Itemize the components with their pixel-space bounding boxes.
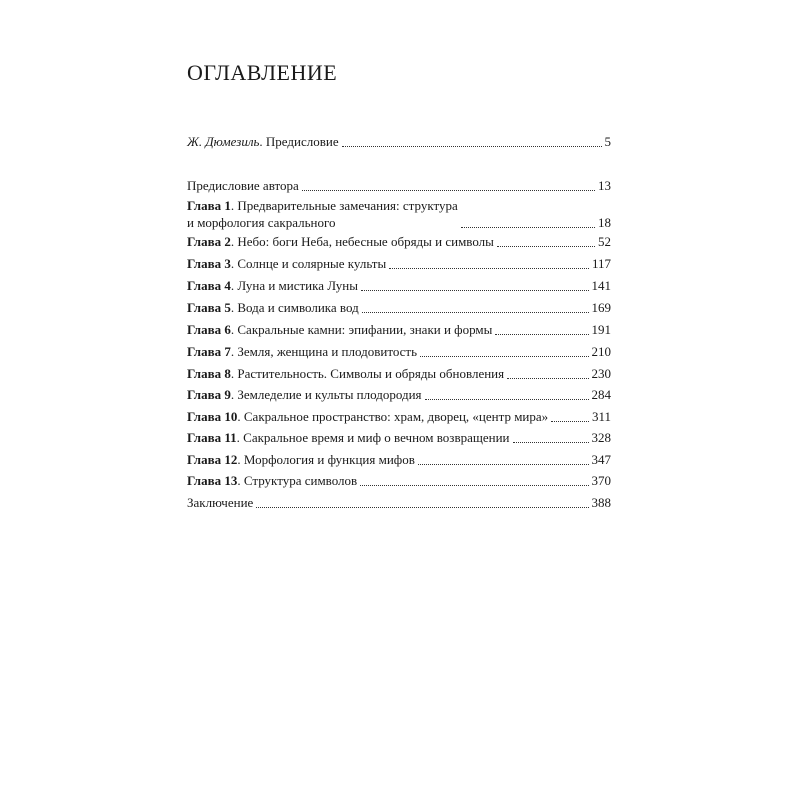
chapter-label: Глава 3 bbox=[187, 256, 231, 271]
toc-entry-author: Ж. Дюмезиль bbox=[187, 134, 260, 149]
toc-page-number: 18 bbox=[598, 215, 611, 230]
toc-entry-title: . Луна и мистика Луны bbox=[230, 278, 358, 293]
toc-page-number: 13 bbox=[598, 178, 611, 193]
dot-leader bbox=[497, 245, 595, 247]
toc-entry-chapter-1 bbox=[187, 197, 611, 231]
chapter-label: Глава 8 bbox=[187, 366, 231, 381]
toc-entry-title: Заключение bbox=[187, 495, 254, 510]
toc-page-number: 230 bbox=[591, 366, 611, 381]
toc-page-number: 328 bbox=[591, 430, 611, 445]
toc-entry-title: . Сакральные камни: эпифании, знаки и формы bbox=[230, 322, 493, 337]
toc-entry-text bbox=[187, 233, 494, 250]
toc-entry-title: . Небо: боги Неба, небесные обряды и символы bbox=[230, 234, 494, 249]
page-title: ОГЛАВЛЕНИЕ bbox=[187, 60, 338, 85]
dot-leader bbox=[495, 333, 588, 335]
toc-entry-line-2: и морфология сакрального bbox=[187, 215, 336, 230]
dot-leader bbox=[342, 145, 602, 147]
toc-entry-title: . Сакральное время и миф о вечном возвращении bbox=[236, 430, 510, 445]
toc-entry-chapter-11 bbox=[187, 429, 611, 446]
chapter-label: Глава 7 bbox=[187, 344, 231, 359]
toc-page-number: 191 bbox=[591, 322, 611, 337]
toc-page-number: 284 bbox=[591, 387, 611, 402]
toc-entry-text bbox=[187, 133, 339, 150]
toc-entry-chapter-8 bbox=[187, 365, 611, 382]
toc-entry-text bbox=[187, 321, 492, 338]
toc-entry-text bbox=[187, 299, 359, 316]
toc-entry-title: . Морфология и функция мифов bbox=[237, 452, 415, 467]
toc-entry-title: . Предисловие bbox=[259, 134, 339, 149]
toc-entry-text bbox=[187, 343, 417, 360]
chapter-label: Глава 2 bbox=[187, 234, 231, 249]
toc-entry-author-preface bbox=[187, 177, 611, 194]
toc-entry-chapter-9 bbox=[187, 386, 611, 403]
toc-page-number: 117 bbox=[591, 256, 611, 271]
dot-leader bbox=[302, 189, 595, 191]
toc-entry-title: . Земледелие и культы плодородия bbox=[230, 387, 422, 402]
dot-leader bbox=[551, 420, 589, 422]
toc-page-number: 52 bbox=[598, 234, 611, 249]
toc-entry-chapter-13 bbox=[187, 472, 611, 489]
toc-entry-title: Предисловие автора bbox=[187, 178, 299, 193]
toc-entry-chapter-5 bbox=[187, 299, 611, 316]
toc-entry-chapter-3 bbox=[187, 255, 611, 272]
dot-leader bbox=[461, 226, 595, 228]
toc-entry-text bbox=[187, 386, 422, 403]
toc-page-number: 141 bbox=[591, 278, 611, 293]
toc-entry-title: . Сакральное пространство: храм, дворец, «центр мира» bbox=[237, 409, 549, 424]
toc-entry-text bbox=[187, 255, 386, 272]
dot-leader bbox=[362, 311, 589, 313]
toc-page-number: 388 bbox=[591, 495, 611, 510]
dot-leader bbox=[425, 398, 589, 400]
toc-page-number: 5 bbox=[604, 134, 611, 149]
dot-leader bbox=[418, 463, 589, 465]
toc-entry-title: . Структура символов bbox=[237, 473, 358, 488]
toc-list bbox=[187, 0, 611, 800]
toc-entry-line-1 bbox=[187, 197, 458, 214]
toc-page-number: 370 bbox=[591, 473, 611, 488]
chapter-label: Глава 11 bbox=[187, 430, 237, 445]
chapter-label: Глава 5 bbox=[187, 300, 231, 315]
toc-entry-chapter-2 bbox=[187, 233, 611, 250]
toc-entry-title: . Предварительные замечания: структура bbox=[230, 198, 458, 213]
toc-entry-text bbox=[187, 408, 548, 425]
dot-leader bbox=[361, 289, 589, 291]
toc-entry-title: . Солнце и солярные культы bbox=[230, 256, 387, 271]
toc-page-number: 169 bbox=[591, 300, 611, 315]
chapter-label: Глава 1 bbox=[187, 198, 231, 213]
toc-entry-title: . Вода и символика вод bbox=[230, 300, 359, 315]
chapter-label: Глава 9 bbox=[187, 387, 231, 402]
toc-entry-chapter-6 bbox=[187, 321, 611, 338]
dot-leader bbox=[256, 506, 588, 508]
dot-leader bbox=[360, 484, 588, 486]
toc-entry-title: . Земля, женщина и плодовитость bbox=[230, 344, 418, 359]
toc-entry-chapter-10 bbox=[187, 408, 611, 425]
toc-entry-chapter-7 bbox=[187, 343, 611, 360]
toc-entry-text bbox=[187, 277, 358, 294]
toc-entry-title: . Растительность. Символы и обряды обновления bbox=[230, 366, 505, 381]
toc-page-number: 311 bbox=[591, 409, 611, 424]
toc-page-number: 210 bbox=[591, 344, 611, 359]
chapter-label: Глава 6 bbox=[187, 322, 231, 337]
toc-entry-text bbox=[187, 429, 510, 446]
toc-entry-chapter-12 bbox=[187, 451, 611, 468]
toc-entry-preface-dumezil bbox=[187, 133, 611, 150]
toc-entry-conclusion bbox=[187, 494, 611, 511]
toc-entry-text bbox=[187, 472, 357, 489]
toc-entry-text bbox=[187, 451, 415, 468]
dot-leader bbox=[507, 377, 588, 379]
dot-leader bbox=[389, 267, 589, 269]
dot-leader bbox=[513, 441, 589, 443]
chapter-label: Глава 13 bbox=[187, 473, 238, 488]
chapter-label: Глава 4 bbox=[187, 278, 231, 293]
toc-entry-text bbox=[187, 197, 458, 231]
chapter-label: Глава 10 bbox=[187, 409, 238, 424]
chapter-label: Глава 12 bbox=[187, 452, 238, 467]
toc-entry-chapter-4 bbox=[187, 277, 611, 294]
toc-page-number: 347 bbox=[591, 452, 611, 467]
toc-entry-text bbox=[187, 365, 504, 382]
dot-leader bbox=[420, 355, 588, 357]
